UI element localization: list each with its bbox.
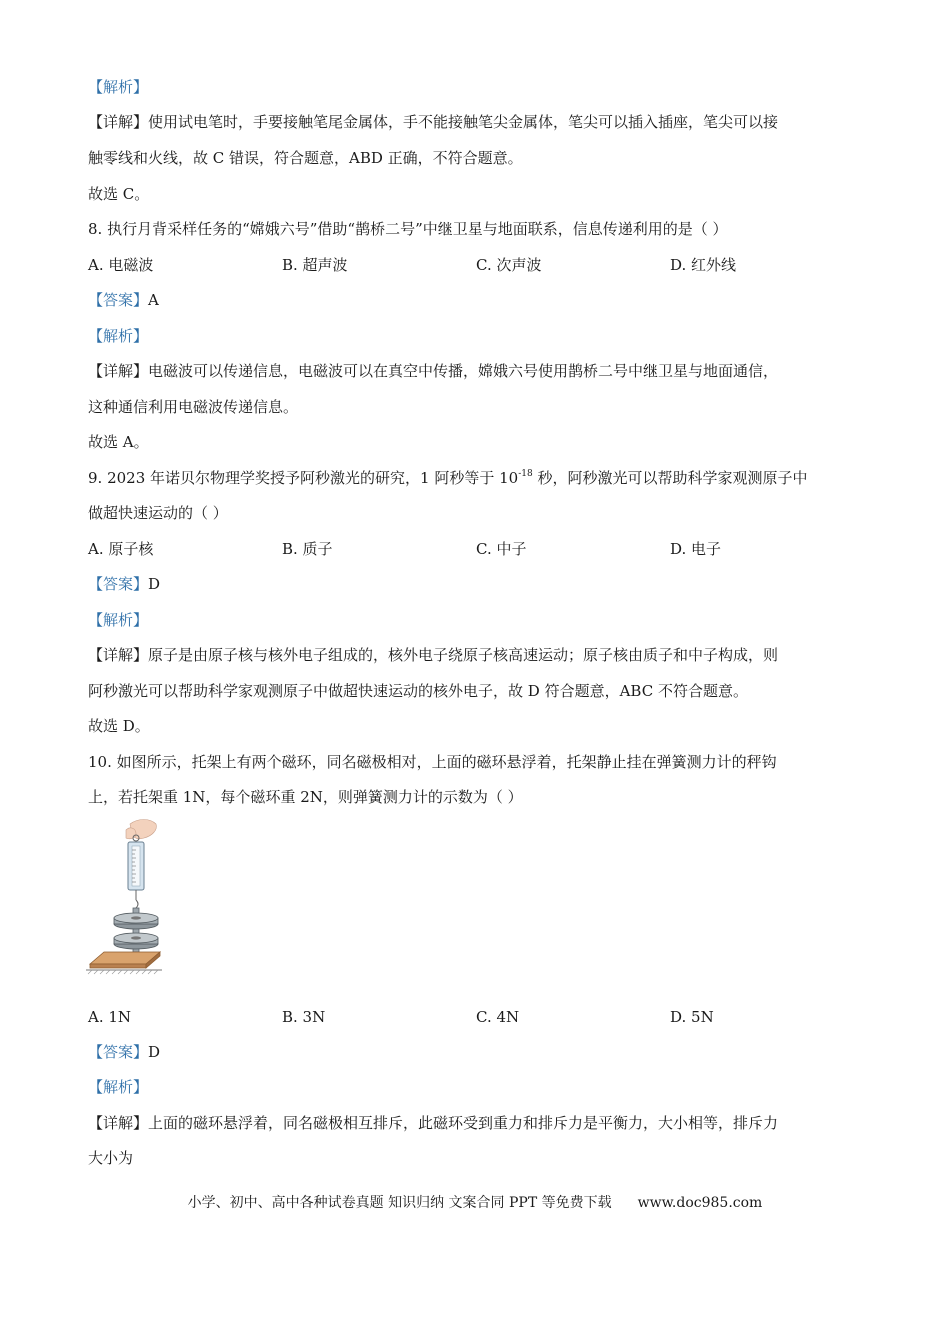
q10-option-c: C. 4N (476, 1008, 520, 1026)
q10-detail-continuation: 大小为 (88, 1149, 134, 1167)
q8-option-b: B. 超声波 (282, 256, 348, 274)
q9-detail: 【详解】原子是由原子核与核外电子组成的，核外电子绕原子核高速运动；原子核由质子和中子构成，则 (88, 646, 779, 664)
page-footer (0, 1192, 950, 1212)
question-9-stem-line2: 做超快速运动的（ ） (88, 504, 228, 522)
q9-detail-continuation: 阿秒激光可以帮助科学家观测原子中做超快速运动的核外电子，故 D 符合题意，ABC 不符合题意。 (88, 682, 748, 700)
q10-answer: 【答案】D (88, 1043, 161, 1061)
q9-answer: 【答案】D (88, 575, 161, 593)
q8-detail-continuation: 这种通信利用电磁波传递信息。 (88, 398, 299, 416)
detail-label: 【详解】 (88, 113, 149, 131)
q8-option-d: D. 红外线 (670, 256, 737, 274)
q10-analysis-label: 【解析】 (88, 1078, 149, 1096)
q9-choose: 故选 D。 (88, 717, 150, 735)
footer-url[interactable]: www.doc985.com (637, 1195, 763, 1211)
q10-option-d: D. 5N (670, 1008, 714, 1026)
choose-line: 故选 C。 (88, 185, 150, 203)
exponent: -18 (518, 469, 533, 479)
q8-choose: 故选 A。 (88, 433, 149, 451)
q8-option-c: C. 次声波 (476, 256, 542, 274)
q9-analysis-label: 【解析】 (88, 611, 149, 629)
q8-option-a: A. 电磁波 (88, 256, 154, 274)
q9-option-b: B. 质子 (282, 540, 333, 558)
q8-detail: 【详解】电磁波可以传递信息，电磁波可以在真空中传播，嫦娥六号使用鹊桥二号中继卫星与地面通信， (88, 362, 779, 380)
q8-answer: 【答案】A (88, 291, 159, 309)
question-10-stem-line2: 上，若托架重 1N，每个磁环重 2N，则弹簧测力计的示数为（ ） (88, 788, 523, 806)
q9-option-a: A. 原子核 (88, 540, 154, 558)
footer-text: 小学、初中、高中各种试卷真题 知识归纳 文案合同 PPT 等免费下载 (187, 1195, 612, 1211)
detail-paragraph: 【详解】使用试电笔时，手要接触笔尾金属体，手不能接触笔尖金属体，笔尖可以插入插座，笔尖可以接 (88, 113, 779, 131)
question-10-stem: 10. 如图所示，托架上有两个磁环，同名磁极相对，上面的磁环悬浮着，托架静止挂在弹簧测力计的秤钩 (88, 753, 777, 771)
spring-scale-magnet-figure (86, 816, 162, 976)
q9-option-d: D. 电子 (670, 540, 722, 558)
question-9-stem: 9. 2023 年诺贝尔物理学奖授予阿秒激光的研究，1 阿秒等于 $10^{-18}$ 秒，阿秒激光可以帮助科学家观测原子中 (88, 469, 808, 487)
analysis-label: 【解析】 (88, 78, 149, 96)
q8-analysis-label: 【解析】 (88, 327, 149, 345)
q10-option-b: B. 3N (282, 1008, 326, 1026)
q10-detail: 【详解】上面的磁环悬浮着，同名磁极相互排斥，此磁环受到重力和排斥力是平衡力，大小相等，排斥力 (88, 1114, 779, 1132)
q9-option-c: C. 中子 (476, 540, 527, 558)
question-8-stem: 8. 执行月背采样任务的“嫦娥六号”借助“鹊桥二号”中继卫星与地面联系，信息传递利用的是（ ） (88, 220, 728, 238)
q10-option-a: A. 1N (88, 1008, 132, 1026)
detail-continuation: 触零线和火线，故 C 错误，符合题意，ABD 正确，不符合题意。 (88, 149, 523, 167)
